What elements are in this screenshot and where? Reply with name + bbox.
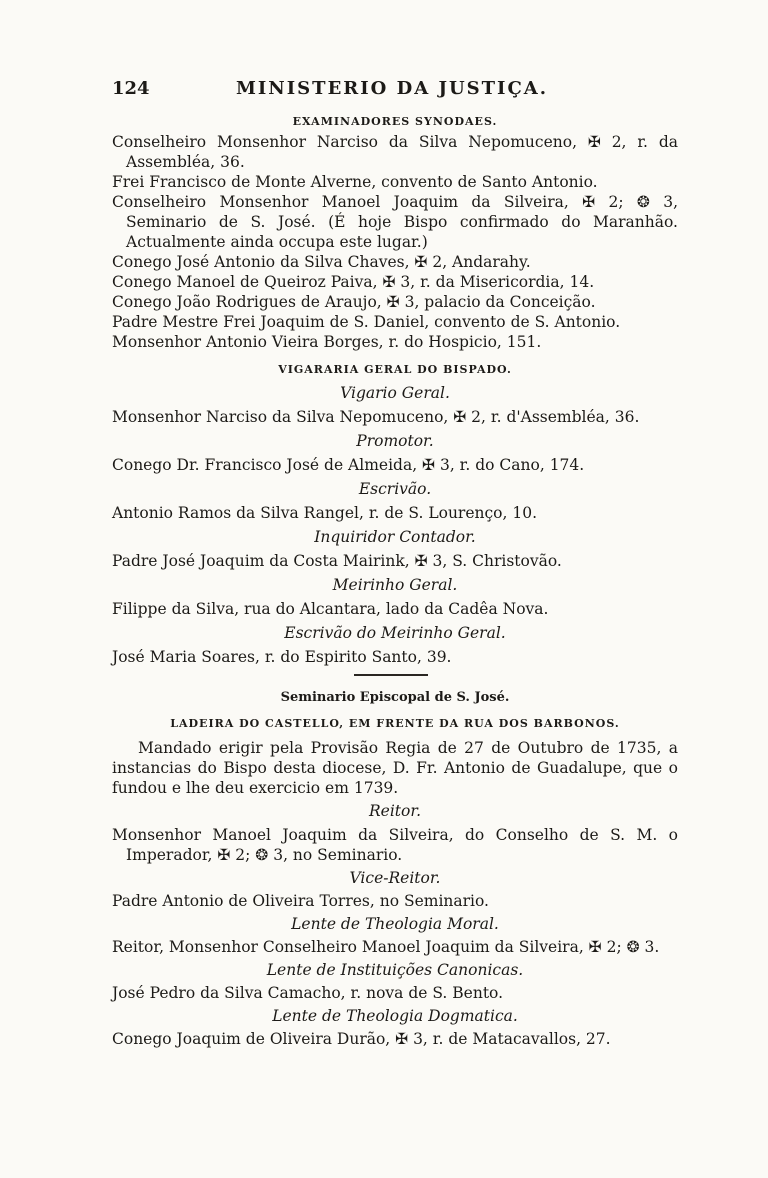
section-title: Seminario Episcopal de S. José. xyxy=(280,690,510,705)
foundation-paragraph: Mandado erigir pela Provisão Regia de 27 de Outubro de 1735, a instancias do Bispo desta diocese, D. Fr. Antonio de Guadalupe, que o fundou e lhe deu exercicio em 1739. xyxy=(112,739,678,797)
office-holder: Conego Joaquim de Oliveira Durão, ✠ 3, r. de Matacavallos, 27. xyxy=(112,1030,611,1048)
list-item: Conego João Rodrigues de Araujo, ✠ 3, palacio da Conceição. xyxy=(112,293,596,311)
section-heading: VIGARARIA GERAL DO BISPADO. xyxy=(278,363,512,376)
list-item: Frei Francisco de Monte Alverne, convento de Santo Antonio. xyxy=(112,173,598,191)
office-title: Vice-Reitor. xyxy=(349,869,441,887)
office-holder: Conego Dr. Francisco José de Almeida, ✠ 3, r. do Cano, 174. xyxy=(112,456,585,474)
page-number: 124 xyxy=(112,78,150,99)
section-heading: EXAMINADORES SYNODAES. xyxy=(292,115,498,128)
office-title: Promotor. xyxy=(356,432,434,450)
list-item: Conego José Antonio da Silva Chaves, ✠ 2, Andarahy. xyxy=(112,253,531,271)
office-title: Lente de Theologia Dogmatica. xyxy=(272,1007,518,1025)
section-divider xyxy=(354,674,428,676)
office-title: Escrivão do Meirinho Geral. xyxy=(284,624,506,642)
section-vigararia xyxy=(112,360,678,667)
office-holder: Padre José Joaquim da Costa Mairink, ✠ 3, S. Christovão. xyxy=(112,552,562,570)
list-item: Conselheiro Monsenhor Manoel Joaquim da Silveira, ✠ 2; ❂ 3, Seminario de S. José. (É hoje Bispo confirmado do Maranhão. Actualmente ainda occupa este lugar.) xyxy=(112,193,678,251)
office-title: Reitor. xyxy=(369,802,421,820)
office-holder: Padre Antonio de Oliveira Torres, no Seminario. xyxy=(112,892,489,910)
office-title: Escrivão. xyxy=(358,480,432,498)
office-holder: Monsenhor Manoel Joaquim da Silveira, do Conselho de S. M. o Imperador, ✠ 2; ❂ 3, no Seminario. xyxy=(112,826,678,864)
office-title: Meirinho Geral. xyxy=(332,576,458,594)
office-holder: Reitor, Monsenhor Conselheiro Manoel Joaquim da Silveira, ✠ 2; ❂ 3. xyxy=(112,938,660,956)
list-item: Conego Manoel de Queiroz Paiva, ✠ 3, r. da Misericordia, 14. xyxy=(112,273,595,291)
section-subtitle: LADEIRA DO CASTELLO, EM FRENTE DA RUA DOS BARBONOS. xyxy=(170,717,620,730)
office-title: Lente de Instituições Canonicas. xyxy=(266,961,524,979)
office-holder: Filippe da Silva, rua do Alcantara, lado da Cadêa Nova. xyxy=(112,600,549,618)
office-holder: José Pedro da Silva Camacho, r. nova de S. Bento. xyxy=(112,984,504,1002)
list-item: Padre Mestre Frei Joaquim de S. Daniel, convento de S. Antonio. xyxy=(112,313,621,331)
office-holder: Antonio Ramos da Silva Rangel, r. de S. Lourenço, 10. xyxy=(112,504,538,522)
office-holder: Monsenhor Narciso da Silva Nepomuceno, ✠ 2, r. d'Assembléa, 36. xyxy=(112,408,640,426)
list-item: Monsenhor Antonio Vieira Borges, r. do Hospicio, 151. xyxy=(112,333,542,351)
section-seminario xyxy=(112,688,678,1049)
list-item: Conselheiro Monsenhor Narciso da Silva Nepomuceno, ✠ 2, r. da Assembléa, 36. xyxy=(112,133,678,171)
office-title: Inquiridor Contador. xyxy=(314,528,476,546)
running-head: MINISTERIO DA JUSTIÇA. xyxy=(235,78,549,99)
office-title: Lente de Theologia Moral. xyxy=(291,915,499,933)
office-title: Vigario Geral. xyxy=(340,384,450,402)
office-holder: José Maria Soares, r. do Espirito Santo, 39. xyxy=(112,648,452,666)
page-header xyxy=(112,78,672,104)
section-examinadores xyxy=(112,112,678,352)
